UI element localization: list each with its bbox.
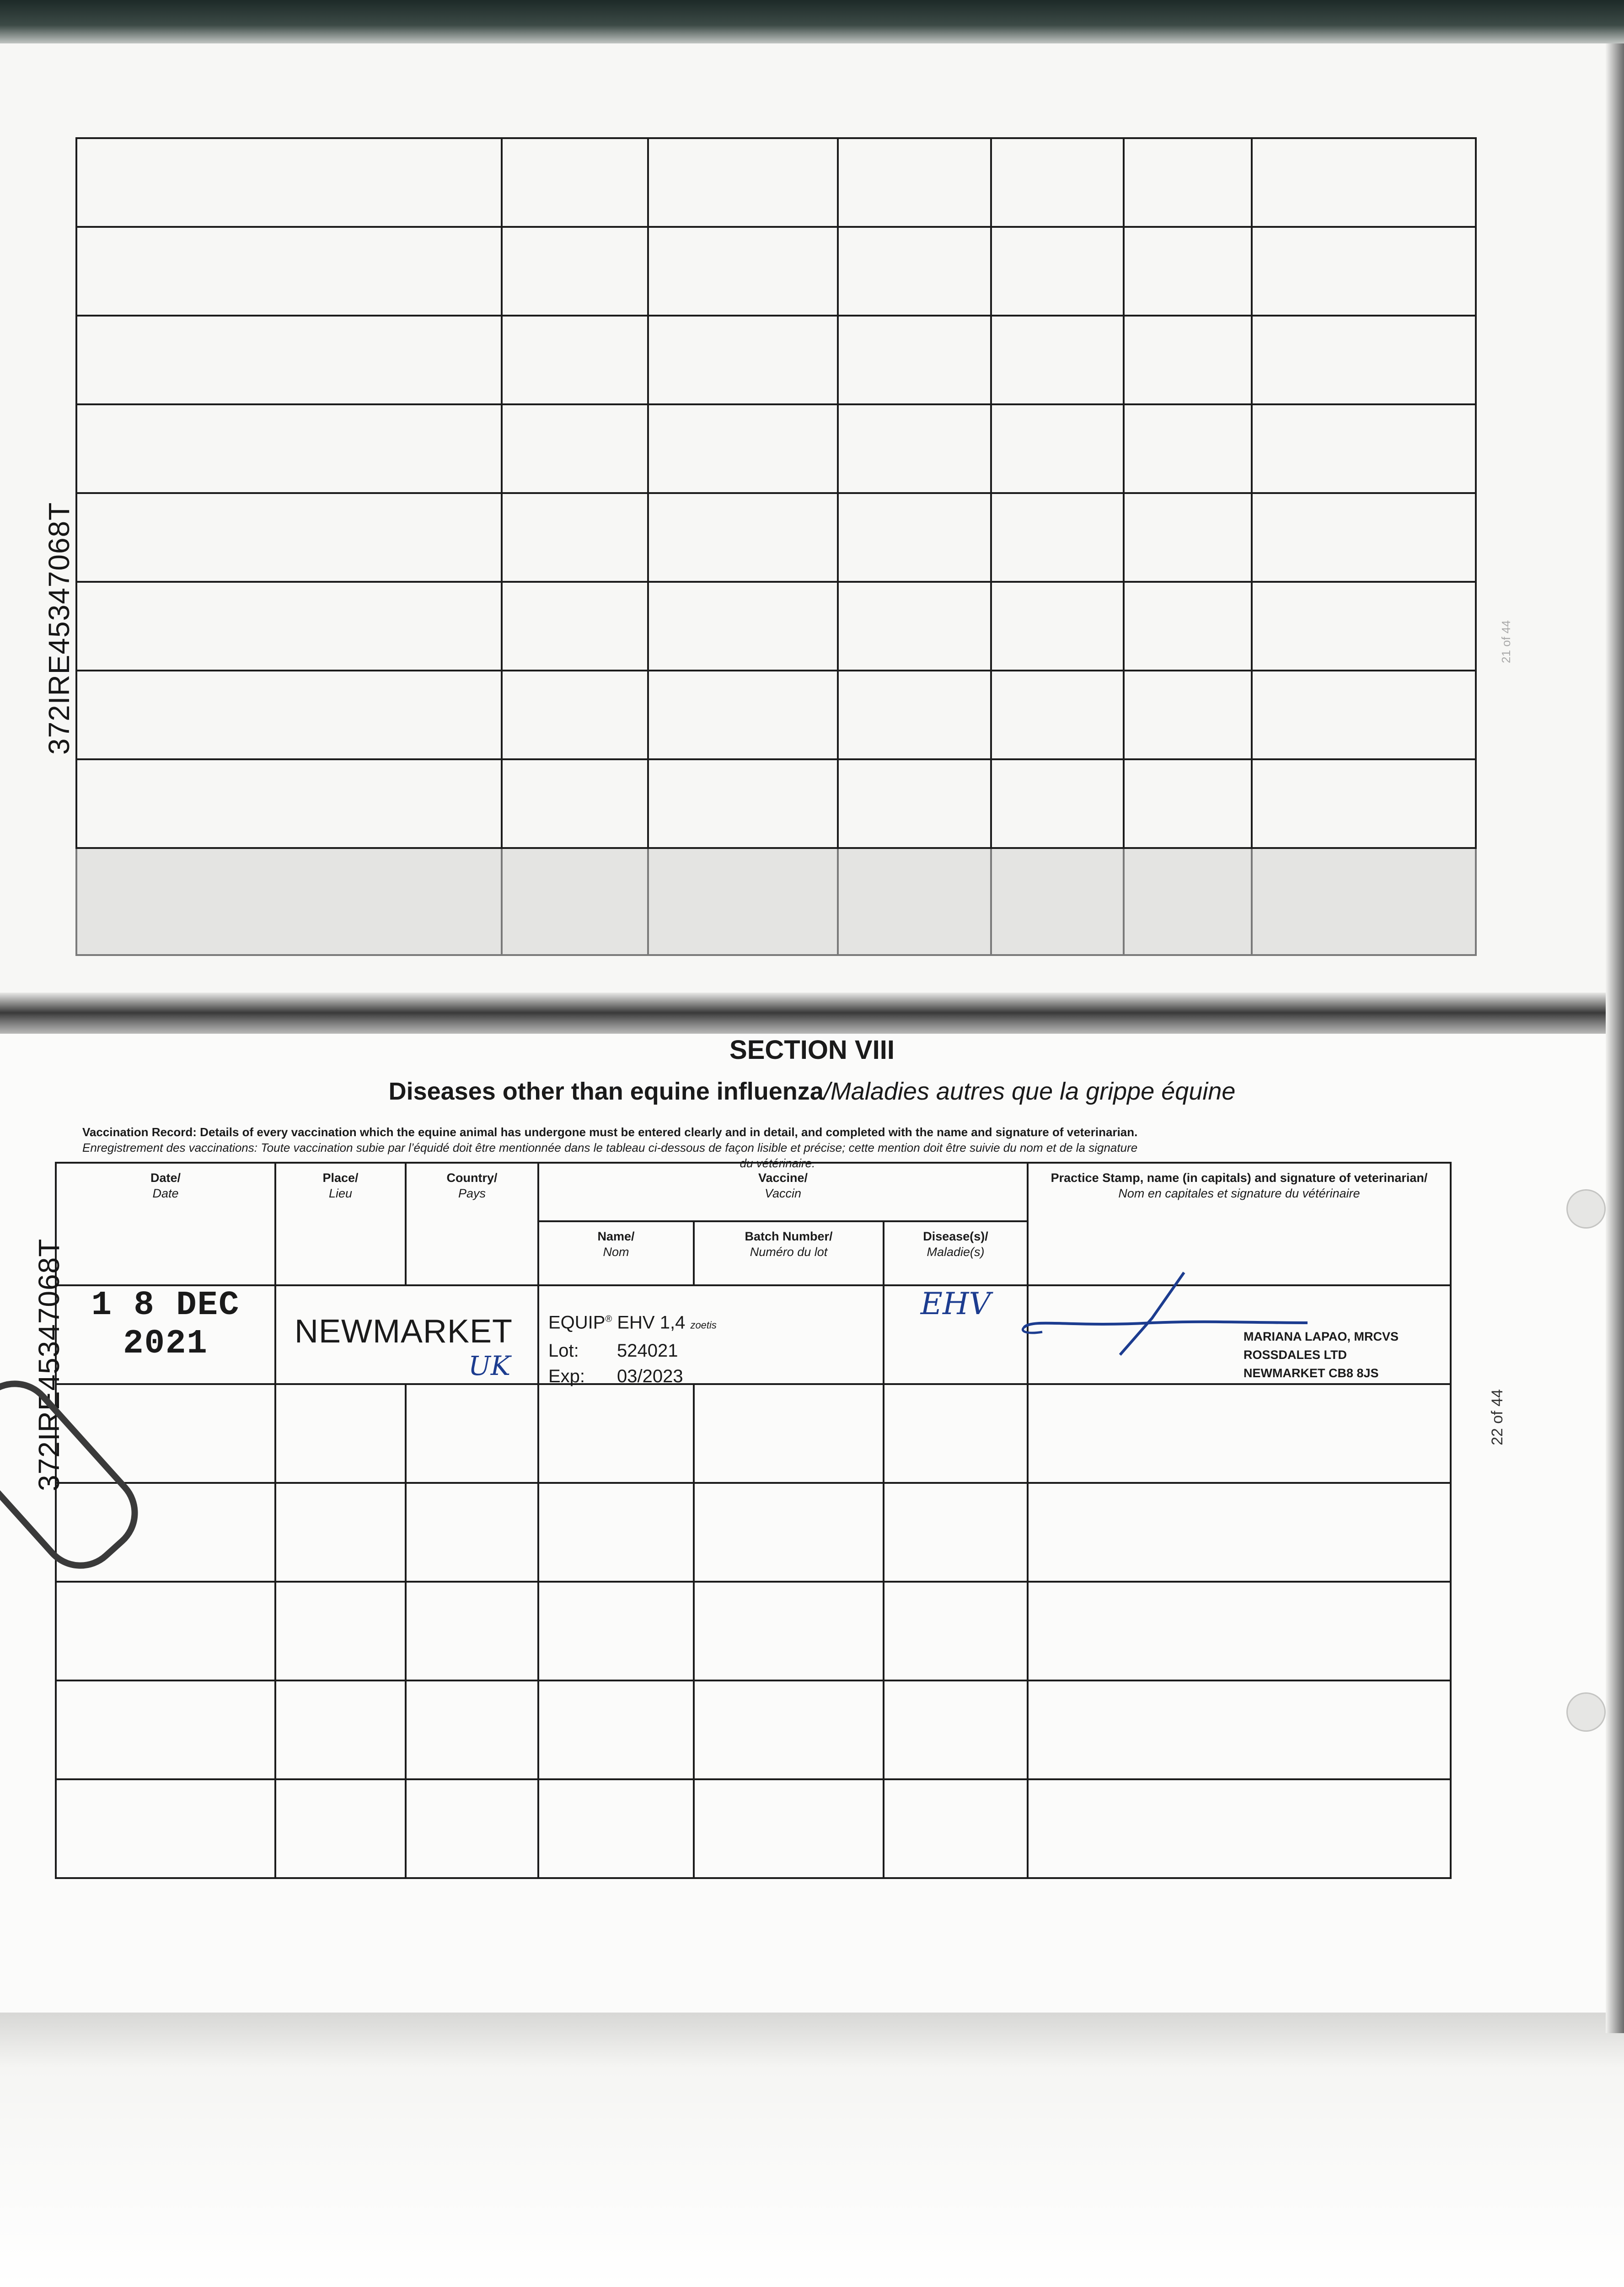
book-top-edge: [0, 0, 1624, 50]
table-row: [76, 316, 1476, 404]
punch-hole: [1566, 1189, 1606, 1229]
header-batch-number: Batch Number/ Numéro du lot: [694, 1221, 884, 1285]
table-row: [56, 1582, 1451, 1680]
intro-english: Vaccination Record: Details of every vaccination which the equine animal has undergone must be entered clearly and in detail, and completed with the name and signature of veterinarian.: [82, 1125, 1138, 1139]
exp-label: Exp:: [548, 1366, 585, 1387]
horse-id-upper: 372IRE45347068T: [43, 502, 75, 755]
table-row: [76, 759, 1476, 848]
horse-id-lower: 372IRE45347068T: [32, 1238, 65, 1491]
table-row: [76, 671, 1476, 759]
table-row: [76, 582, 1476, 671]
table-row: [56, 1680, 1451, 1779]
table-row: [76, 493, 1476, 582]
entry-vaccine: EQUIP® EHV 1,4 zoetis Lot: 524021 Exp: 03/2023: [538, 1285, 884, 1384]
vaccine-name: EQUIP: [548, 1312, 606, 1333]
page-number-upper: 21 of 44: [1499, 620, 1513, 663]
entry-date-stamp: 1 8 DEC 2021: [56, 1285, 275, 1384]
lot-label: Lot:: [548, 1341, 579, 1361]
table-row: [76, 404, 1476, 493]
header-place: Place/ Lieu: [275, 1163, 406, 1285]
header-date: Date/ Date: [56, 1163, 275, 1285]
intro-fr-end: du vétérinaire.: [740, 1156, 815, 1170]
section-subtitle: [0, 1077, 1624, 1106]
table-row: [76, 227, 1476, 316]
entry-country-handwritten: UK: [468, 1350, 511, 1381]
header-disease: Disease(s)/ Maladie(s): [884, 1221, 1028, 1285]
entry-disease-handwritten: EHV: [884, 1285, 1028, 1384]
vaccination-table: [55, 1162, 1452, 1879]
entry-vet-stamp-signature: [1028, 1285, 1451, 1384]
faded-header-row: [76, 848, 1476, 955]
entry-place-country: [275, 1285, 538, 1384]
table-row: [76, 138, 1476, 227]
table-row: [56, 1779, 1451, 1878]
vet-practice-stamp: MARIANA LAPAO, MRCVS ROSSDALES LTD NEWMARKET CB8 8JS: [1243, 1330, 1399, 1380]
subtitle-fr: /Maladies autres que la grippe équine: [823, 1078, 1236, 1105]
header-country: Country/ Pays: [406, 1163, 538, 1285]
entry-place-stamp: NEWMARKET: [295, 1313, 513, 1350]
punch-hole: [1566, 1692, 1606, 1732]
exp-value: 03/2023: [617, 1366, 683, 1387]
header-vaccine-name: Name/ Nom: [538, 1221, 694, 1285]
vaccination-entry-row: [56, 1285, 1451, 1384]
table-row: [56, 1483, 1451, 1582]
lot-value: 524021: [617, 1341, 678, 1361]
subtitle-en: Diseases other than equine influenza: [388, 1078, 824, 1105]
section-title: SECTION VIII: [729, 1035, 895, 1065]
table-row: [56, 1384, 1451, 1483]
header-vaccine: Vaccine/ Vaccin: [538, 1163, 1028, 1221]
intro-fr-text: Enregistrement des vaccinations: Toute vaccination subie par l’équidé doit être mentionnée dans le tableau ci-dessous de façon lisible et précise; cette mention doit être suivie du nom et de la signature: [82, 1141, 1138, 1154]
header-practice-stamp: Practice Stamp, name (in capitals) and signature of veterinarian/ Nom en capitales et signature du vétérinaire: [1028, 1163, 1451, 1285]
vaccine-maker: zoetis: [690, 1319, 717, 1331]
upper-blank-table: [75, 137, 1477, 956]
lower-shadow: [0, 2013, 1624, 2287]
page-number: 22 of 44: [1489, 1389, 1506, 1445]
